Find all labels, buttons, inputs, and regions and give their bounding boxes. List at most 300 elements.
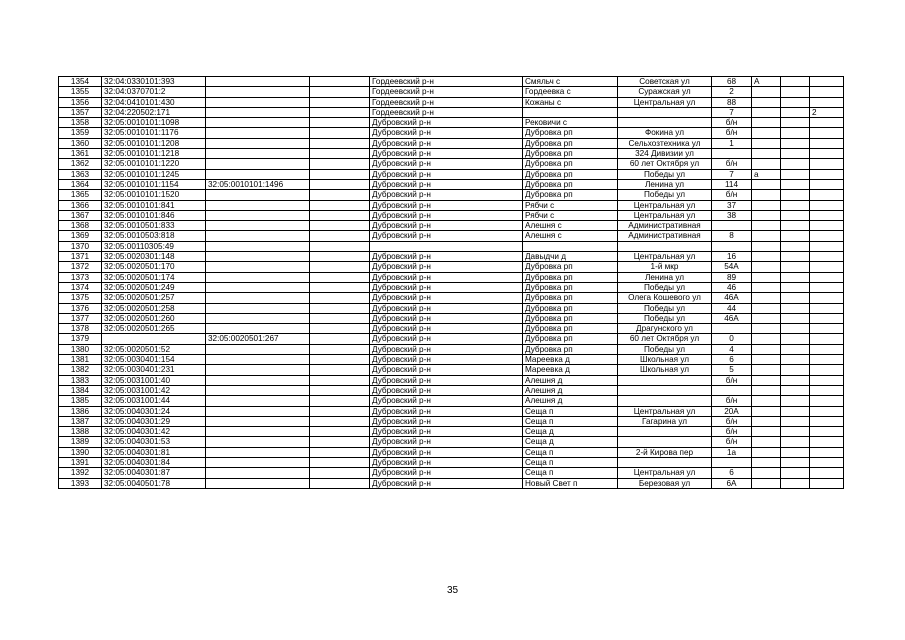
table-cell: 32:05:0010101:1218 [102,149,206,159]
table-cell: Центральная ул [618,210,712,220]
table-cell: б/н [712,396,752,406]
table-cell [752,241,781,251]
table-cell [310,293,370,303]
table-cell: Победы ул [618,303,712,313]
table-cell [206,355,310,365]
table-cell [206,107,310,117]
table-cell [618,107,712,117]
table-cell: 1387 [59,416,102,426]
table-cell [310,324,370,334]
table-cell: 7 [712,107,752,117]
table-cell [618,427,712,437]
table-cell: 32:05:0010101:1208 [102,138,206,148]
table-cell: 1363 [59,169,102,179]
table-cell: 32:05:0020501:260 [102,313,206,323]
table-cell: 32:05:0010501:833 [102,221,206,231]
table-cell [752,427,781,437]
table-cell [781,427,810,437]
table-cell [310,87,370,97]
table-cell [752,118,781,128]
table-cell: Рябчи с [523,210,618,220]
table-cell [310,138,370,148]
table-cell [310,262,370,272]
table-cell [781,272,810,282]
table-cell: Дубровка рп [523,303,618,313]
table-cell: 1359 [59,128,102,138]
table-cell [810,221,844,231]
table-cell [781,210,810,220]
table-cell [310,334,370,344]
table-cell [752,262,781,272]
table-cell: 2 [810,107,844,117]
table-cell: 44 [712,303,752,313]
table-cell: 1354 [59,77,102,87]
table-cell: 60 лет Октября ул [618,159,712,169]
table-row [59,457,844,467]
table-cell: 1356 [59,97,102,107]
table-cell [206,77,310,87]
table-row [59,118,844,128]
table-row [59,107,844,117]
table-cell: 2 [712,87,752,97]
table-cell: 32:05:0031001:40 [102,375,206,385]
table-cell: 32:05:0020501:265 [102,324,206,334]
table-cell: б/н [712,159,752,169]
table-cell [810,200,844,210]
table-cell [206,344,310,354]
table-cell [810,190,844,200]
table-cell [752,468,781,478]
table-cell [310,210,370,220]
table-cell: Дубровский р-н [370,200,523,210]
table-cell [310,159,370,169]
table-cell [781,118,810,128]
table-cell [206,252,310,262]
table-cell: Дубровский р-н [370,138,523,148]
table-cell [810,344,844,354]
table-cell [781,355,810,365]
table-cell [781,324,810,334]
table-cell: 324 Дивизии ул [618,149,712,159]
table-cell [781,468,810,478]
registry-table-body [59,77,844,489]
table-cell [370,241,523,251]
table-cell: Дубровка рп [523,272,618,282]
table-cell [810,468,844,478]
table-cell [752,159,781,169]
table-cell: Дубровский р-н [370,344,523,354]
table-cell: 1391 [59,457,102,467]
table-row [59,406,844,416]
table-cell: 1381 [59,355,102,365]
table-cell: Центральная ул [618,97,712,107]
table-cell: Дубровский р-н [370,375,523,385]
table-cell: 88 [712,97,752,107]
table-row [59,149,844,159]
table-cell: Ленина ул [618,272,712,282]
table-cell [810,77,844,87]
table-cell [752,138,781,148]
table-cell: Гордеевский р-н [370,97,523,107]
table-cell [310,282,370,292]
table-cell: Дубровский р-н [370,149,523,159]
table-cell [310,77,370,87]
table-cell: Дубровка рп [523,169,618,179]
table-cell: Дубровка рп [523,262,618,272]
table-cell: 1380 [59,344,102,354]
table-cell: 32:05:0031001:44 [102,396,206,406]
table-cell [752,437,781,447]
table-cell [781,303,810,313]
table-cell [752,210,781,220]
table-cell [781,200,810,210]
table-cell [206,210,310,220]
table-cell [752,334,781,344]
table-cell: 32:04:0370701:2 [102,87,206,97]
table-cell [206,221,310,231]
table-cell [206,128,310,138]
table-cell [752,313,781,323]
table-cell [712,324,752,334]
table-cell [810,437,844,447]
table-cell [523,241,618,251]
table-cell: Советская ул [618,77,712,87]
table-cell [810,252,844,262]
table-cell: Смяльч с [523,77,618,87]
table-cell: Дубровский р-н [370,406,523,416]
table-cell [102,334,206,344]
table-cell [752,221,781,231]
table-cell [310,375,370,385]
table-cell [310,221,370,231]
table-cell: Центральная ул [618,252,712,262]
table-cell: 32:05:0010101:1098 [102,118,206,128]
table-cell: 1-й мкр [618,262,712,272]
table-cell: Гордеевка с [523,87,618,97]
table-cell [206,97,310,107]
table-cell [810,97,844,107]
table-cell: 46А [712,313,752,323]
table-cell: 0 [712,334,752,344]
table-cell [810,128,844,138]
table-cell: 5 [712,365,752,375]
table-cell [810,169,844,179]
table-cell: Дубровский р-н [370,210,523,220]
table-cell: 1374 [59,282,102,292]
table-row [59,282,844,292]
table-cell [810,262,844,272]
table-cell: Школьная ул [618,365,712,375]
table-cell: 38 [712,210,752,220]
table-cell [752,293,781,303]
table-cell [781,457,810,467]
table-cell: Гагарина ул [618,416,712,426]
table-cell [310,118,370,128]
table-cell [752,385,781,395]
table-cell [618,437,712,447]
table-cell: Суражская ул [618,87,712,97]
table-cell: 32:05:0020501:258 [102,303,206,313]
table-cell: 1358 [59,118,102,128]
table-cell: 1372 [59,262,102,272]
table-cell [781,149,810,159]
table-cell [810,179,844,189]
table-cell: Олега Кошевого ул [618,293,712,303]
table-cell [310,355,370,365]
table-cell: Алешня д [523,396,618,406]
table-row [59,375,844,385]
table-cell: б/н [712,190,752,200]
table-cell [523,107,618,117]
table-cell [810,416,844,426]
table-cell: Новый Свет п [523,478,618,488]
table-cell: б/н [712,128,752,138]
table-cell: 1355 [59,87,102,97]
table-cell: Дубровка рп [523,138,618,148]
table-row [59,159,844,169]
table-cell: 1361 [59,149,102,159]
table-row [59,210,844,220]
table-cell: Дубровский р-н [370,447,523,457]
table-cell [310,468,370,478]
table-cell [310,241,370,251]
table-row [59,324,844,334]
table-cell: 20А [712,406,752,416]
table-cell: 1382 [59,365,102,375]
table-cell: Мареевка д [523,355,618,365]
table-row [59,138,844,148]
table-cell [310,272,370,282]
table-cell [781,87,810,97]
table-cell: Дубровка рп [523,334,618,344]
table-row [59,77,844,87]
table-cell [206,231,310,241]
table-cell: 1393 [59,478,102,488]
table-row [59,262,844,272]
table-cell [618,457,712,467]
table-cell [206,149,310,159]
table-cell [810,365,844,375]
table-cell: 54А [712,262,752,272]
table-cell: Дубровский р-н [370,478,523,488]
table-cell: 7 [712,169,752,179]
table-cell: б/н [712,375,752,385]
table-cell [310,190,370,200]
table-cell: 32:05:0010101:846 [102,210,206,220]
table-cell: 32:05:0020501:174 [102,272,206,282]
table-cell: Школьная ул [618,355,712,365]
table-cell [310,303,370,313]
table-cell: Победы ул [618,282,712,292]
table-cell: 32:05:0040301:53 [102,437,206,447]
table-cell [206,262,310,272]
table-cell [781,375,810,385]
table-cell: 1377 [59,313,102,323]
table-cell [752,87,781,97]
table-cell [752,252,781,262]
table-cell: Гордеевский р-н [370,87,523,97]
table-cell [810,457,844,467]
table-cell [810,282,844,292]
table-cell: Рябчи с [523,200,618,210]
table-cell: 32:05:0010101:1154 [102,179,206,189]
table-cell [752,128,781,138]
table-cell: 1а [712,447,752,457]
table-cell: Дубровка рп [523,128,618,138]
table-cell [752,406,781,416]
table-cell: Ленина ул [618,179,712,189]
table-row [59,293,844,303]
table-row [59,365,844,375]
table-cell: Дубровский р-н [370,159,523,169]
table-cell [206,427,310,437]
table-cell [752,375,781,385]
table-cell [206,365,310,375]
table-cell: 1390 [59,447,102,457]
table-cell [810,447,844,457]
table-cell: 1385 [59,396,102,406]
table-cell [206,437,310,447]
table-cell [712,221,752,231]
table-cell: 1370 [59,241,102,251]
table-cell [712,241,752,251]
table-cell: 1388 [59,427,102,437]
table-cell: Административная [618,221,712,231]
table-row [59,427,844,437]
table-row [59,416,844,426]
table-cell [310,478,370,488]
table-row [59,200,844,210]
table-cell [810,159,844,169]
table-cell [310,344,370,354]
table-cell [206,200,310,210]
table-cell [310,416,370,426]
table-cell: 32:05:0010101:1245 [102,169,206,179]
table-cell: 1371 [59,252,102,262]
table-cell: 1367 [59,210,102,220]
table-cell [206,87,310,97]
table-cell: Дубровский р-н [370,282,523,292]
table-cell: 6 [712,355,752,365]
table-cell: Дубровский р-н [370,416,523,426]
table-cell: 32:05:0010101:1176 [102,128,206,138]
table-cell [781,138,810,148]
table-cell [712,149,752,159]
table-cell [206,468,310,478]
table-cell: 32:05:0010101:1220 [102,159,206,169]
table-cell: 32:05:00110305:49 [102,241,206,251]
table-cell [752,355,781,365]
table-cell: Березовая ул [618,478,712,488]
table-cell [206,293,310,303]
table-cell: Драгунского ул [618,324,712,334]
table-cell: Дубровский р-н [370,252,523,262]
table-cell: 1375 [59,293,102,303]
table-cell [781,478,810,488]
table-cell: 1376 [59,303,102,313]
table-cell: Дубровский р-н [370,396,523,406]
table-cell: Центральная ул [618,468,712,478]
table-row [59,241,844,251]
table-cell [618,396,712,406]
table-cell [810,313,844,323]
table-cell [752,457,781,467]
table-cell [781,159,810,169]
table-cell [781,262,810,272]
table-cell: 1 [712,138,752,148]
table-cell [206,159,310,169]
table-cell [781,128,810,138]
table-cell [781,252,810,262]
table-row [59,272,844,282]
table-cell: б/н [712,427,752,437]
table-cell [752,447,781,457]
table-cell [752,200,781,210]
table-cell [310,179,370,189]
table-cell [810,396,844,406]
table-cell [618,118,712,128]
table-cell: 32:05:0020501:257 [102,293,206,303]
table-cell: Дубровский р-н [370,324,523,334]
table-cell: 32:04:0330101:393 [102,77,206,87]
table-cell: 32:05:0010503:818 [102,231,206,241]
table-cell: 1364 [59,179,102,189]
page-number: 35 [446,585,459,596]
table-cell [810,406,844,416]
table-cell [810,118,844,128]
table-cell [781,282,810,292]
table-cell [752,365,781,375]
table-row [59,231,844,241]
table-cell: Победы ул [618,313,712,323]
table-cell: Дубровка рп [523,149,618,159]
table-cell: Дубровский р-н [370,190,523,200]
table-cell [206,385,310,395]
table-cell: 89 [712,272,752,282]
table-cell: 32:05:0040501:78 [102,478,206,488]
table-cell: Дубровский р-н [370,231,523,241]
table-cell: б/н [712,437,752,447]
table-cell: 32:05:0020501:52 [102,344,206,354]
table-cell: Фокина ул [618,128,712,138]
table-cell [206,138,310,148]
table-cell [310,128,370,138]
table-cell: 46 [712,282,752,292]
table-cell: Рековичи с [523,118,618,128]
table-row [59,252,844,262]
table-cell: Победы ул [618,344,712,354]
table-cell: 32:05:0040301:29 [102,416,206,426]
table-cell: 1378 [59,324,102,334]
table-cell: Дубровский р-н [370,293,523,303]
table-cell [810,334,844,344]
table-cell: 6 [712,468,752,478]
table-row [59,313,844,323]
table-cell [752,324,781,334]
table-cell: б/н [712,118,752,128]
table-cell [752,179,781,189]
table-cell: Административная [618,231,712,241]
table-cell [781,241,810,251]
table-cell: Центральная ул [618,406,712,416]
table-row [59,303,844,313]
table-cell: 8 [712,231,752,241]
table-cell: 1386 [59,406,102,416]
table-cell: Сеща п [523,406,618,416]
table-cell [752,396,781,406]
table-cell: 1379 [59,334,102,344]
table-cell [206,324,310,334]
